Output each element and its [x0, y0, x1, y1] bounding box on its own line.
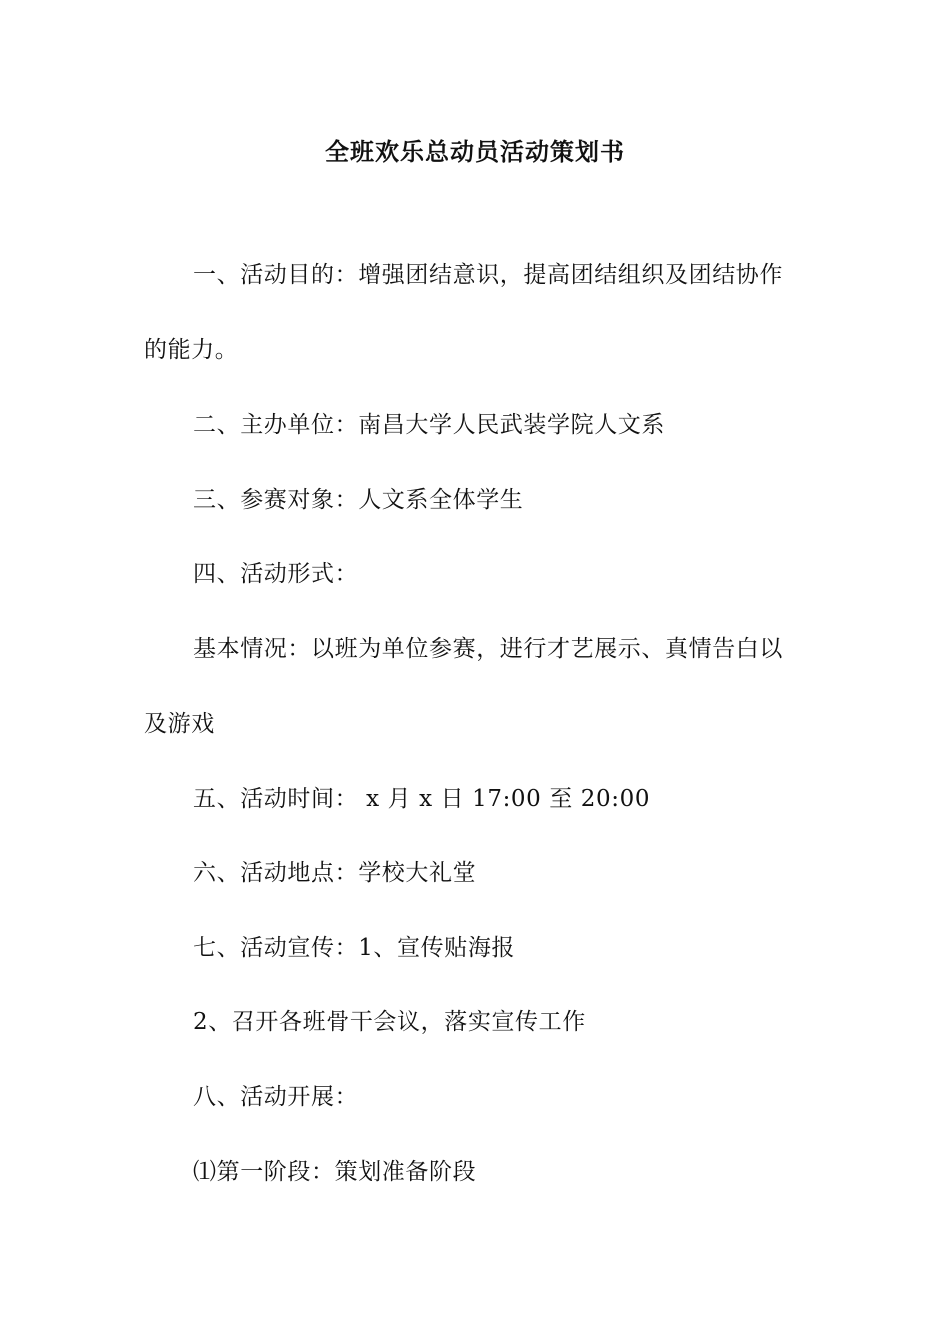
paragraph-organizer: 二、主办单位：南昌大学人民武装学院人文系: [193, 412, 665, 438]
paragraph-time: 五、活动时间： x 月 x 日 17:00 至 20:00: [193, 786, 651, 812]
paragraph-activity-heading: 八、活动开展：: [193, 1084, 359, 1110]
paragraph-purpose-continued: 的能力。: [144, 337, 239, 363]
paragraph-promotion: 七、活动宣传：1、宣传贴海报: [193, 935, 516, 961]
paragraph-format-heading: 四、活动形式：: [193, 561, 359, 587]
document-title: 全班欢乐总动员活动策划书: [325, 137, 625, 166]
paragraph-purpose: 一、活动目的：增强团结意识，提高团结组织及团结协作: [193, 262, 783, 288]
paragraph-participants: 三、参赛对象：人文系全体学生: [193, 487, 524, 513]
paragraph-promotion-item-2: 2、召开各班骨干会议，落实宣传工作: [193, 1009, 586, 1035]
paragraph-stage-one: ⑴第一阶段：策划准备阶段: [193, 1159, 477, 1185]
paragraph-basic-info-continued: 及游戏: [144, 711, 215, 737]
paragraph-basic-info: 基本情况：以班为单位参赛，进行才艺展示、真情告白以: [193, 636, 783, 662]
paragraph-location: 六、活动地点：学校大礼堂: [193, 860, 477, 886]
